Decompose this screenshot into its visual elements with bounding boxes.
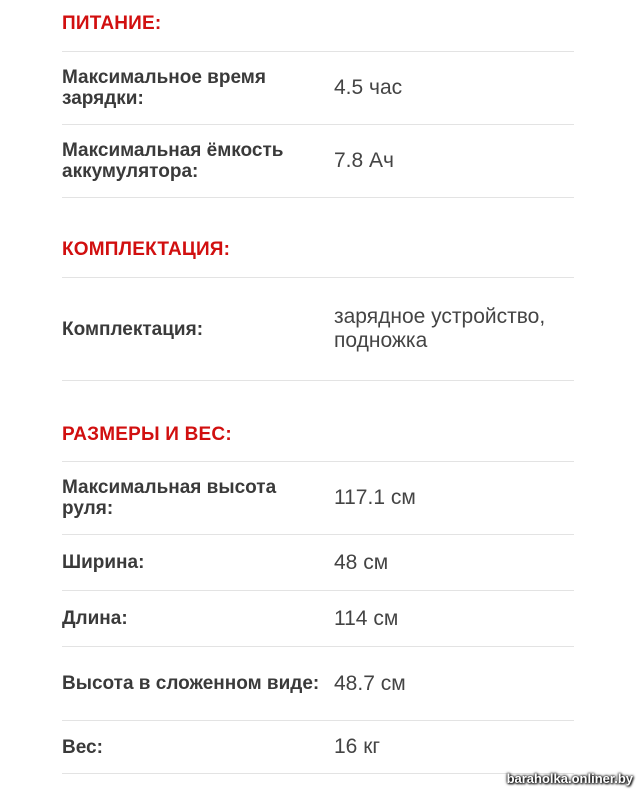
divider bbox=[62, 380, 574, 381]
spec-label-length: Длина: bbox=[62, 608, 128, 629]
spec-value-package: зарядное устройство, подножка bbox=[334, 305, 546, 352]
spec-label-package: Комплектация: bbox=[62, 318, 204, 340]
spec-value-weight: 16 кг bbox=[334, 735, 381, 758]
section-title-power: ПИТАНИЕ: bbox=[62, 13, 162, 34]
spec-value-max-handlebar-height: 117.1 см bbox=[334, 486, 416, 509]
spec-label-folded-height: Высота в сложенном виде: bbox=[62, 673, 320, 694]
section-title-package: КОМПЛЕКТАЦИЯ: bbox=[62, 239, 231, 260]
divider bbox=[62, 197, 574, 198]
section-title-dimensions: РАЗМЕРЫ И ВЕС: bbox=[62, 424, 232, 445]
spec-label-weight: Вес: bbox=[62, 736, 103, 758]
spec-label-width: Ширина: bbox=[62, 552, 145, 573]
spec-value-folded-height: 48.7 см bbox=[334, 671, 406, 695]
spec-label-max-handlebar-height: Максимальная высота руля: bbox=[62, 477, 277, 519]
spec-value-width: 48 см bbox=[334, 550, 389, 574]
divider bbox=[62, 773, 574, 774]
spec-value-max-charge-time: 4.5 час bbox=[334, 76, 403, 99]
spec-label-max-battery-capacity: Максимальная ёмкость аккумулятора: bbox=[62, 140, 284, 182]
spec-value-length: 114 см bbox=[334, 606, 399, 630]
watermark: baraholka.onliner.by bbox=[506, 771, 633, 786]
spec-value-max-battery-capacity: 7.8 Ач bbox=[334, 149, 394, 172]
spec-label-max-charge-time: Максимальное время зарядки: bbox=[62, 67, 266, 109]
